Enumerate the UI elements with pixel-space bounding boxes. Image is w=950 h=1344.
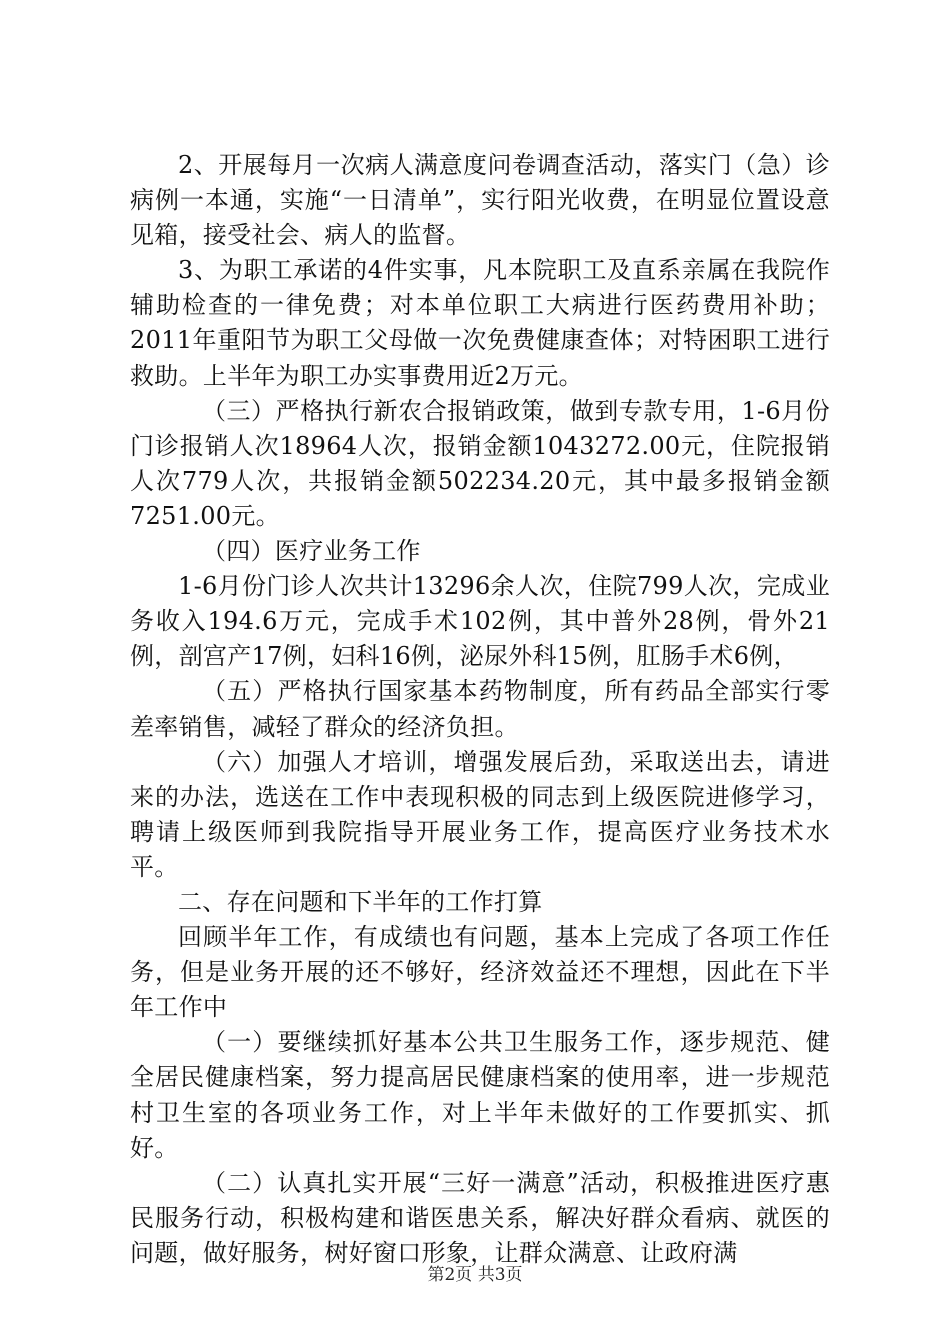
paragraph: （三）严格执行新农合报销政策，做到专款专用，1-6月份门诊报销人次18964人次，报销金额1043272.00元，住院报销人次779人次，共报销金额502234.20元，其中最多报销金额7251.00元。: [130, 396, 830, 530]
paragraph: 回顾半年工作，有成绩也有问题，基本上完成了各项工作任务，但是业务开展的还不够好，经济效益还不理想，因此在下半年工作中: [130, 923, 830, 1022]
paragraph: （一）要继续抓好基本公共卫生服务工作，逐步规范、健全居民健康档案，努力提高居民健康档案的使用率，进一步规范村卫生室的各项业务工作，对上半年未做好的工作要抓实、抓好。: [130, 1028, 830, 1162]
section-heading: 二、存在问题和下半年的工作打算: [178, 887, 543, 916]
document-body: [130, 148, 830, 1271]
page-number-footer: 第2页 共3页: [427, 1265, 523, 1285]
paragraph: （五）严格执行国家基本药物制度，所有药品全部实行零差率销售，减轻了群众的经济负担。: [130, 677, 830, 741]
paragraph: 2、开展每月一次病人满意度问卷调查活动，落实门（急）诊病例一本通，实施“一日清单”，实行阳光收费，在明显位置设意见箱，接受社会、病人的监督。: [130, 151, 830, 250]
paragraph: （六）加强人才培训，增强发展后劲，采取送出去，请进来的办法，选送在工作中表现积极的同志到上级医院进修学习，聘请上级医师到我院指导开展业务工作，提高医疗业务技术水平。: [130, 747, 830, 881]
paragraph: （二）认真扎实开展“三好一满意”活动，积极推进医疗惠民服务行动，积极构建和谐医患关系，解决好群众看病、就医的问题，做好服务，树好窗口形象，让群众满意、让政府满: [130, 1168, 830, 1267]
paragraph: 1-6月份门诊人次共计13296余人次，住院799人次，完成业务收入194.6万元，完成手术102例，其中普外28例，骨外21例，剖宫产17例，妇科16例，泌尿外科15例，肛肠手术6例，: [130, 572, 830, 671]
paragraph: 3、为职工承诺的4件实事，凡本院职工及直系亲属在我院作辅助检查的一律免费；对本单位职工大病进行医药费用补助；2011年重阳节为职工父母做一次免费健康查体；对特困职工进行救助。上半年为职工办实事费用近2万元。: [130, 256, 830, 390]
section-heading: （四）医疗业务工作: [202, 537, 421, 566]
